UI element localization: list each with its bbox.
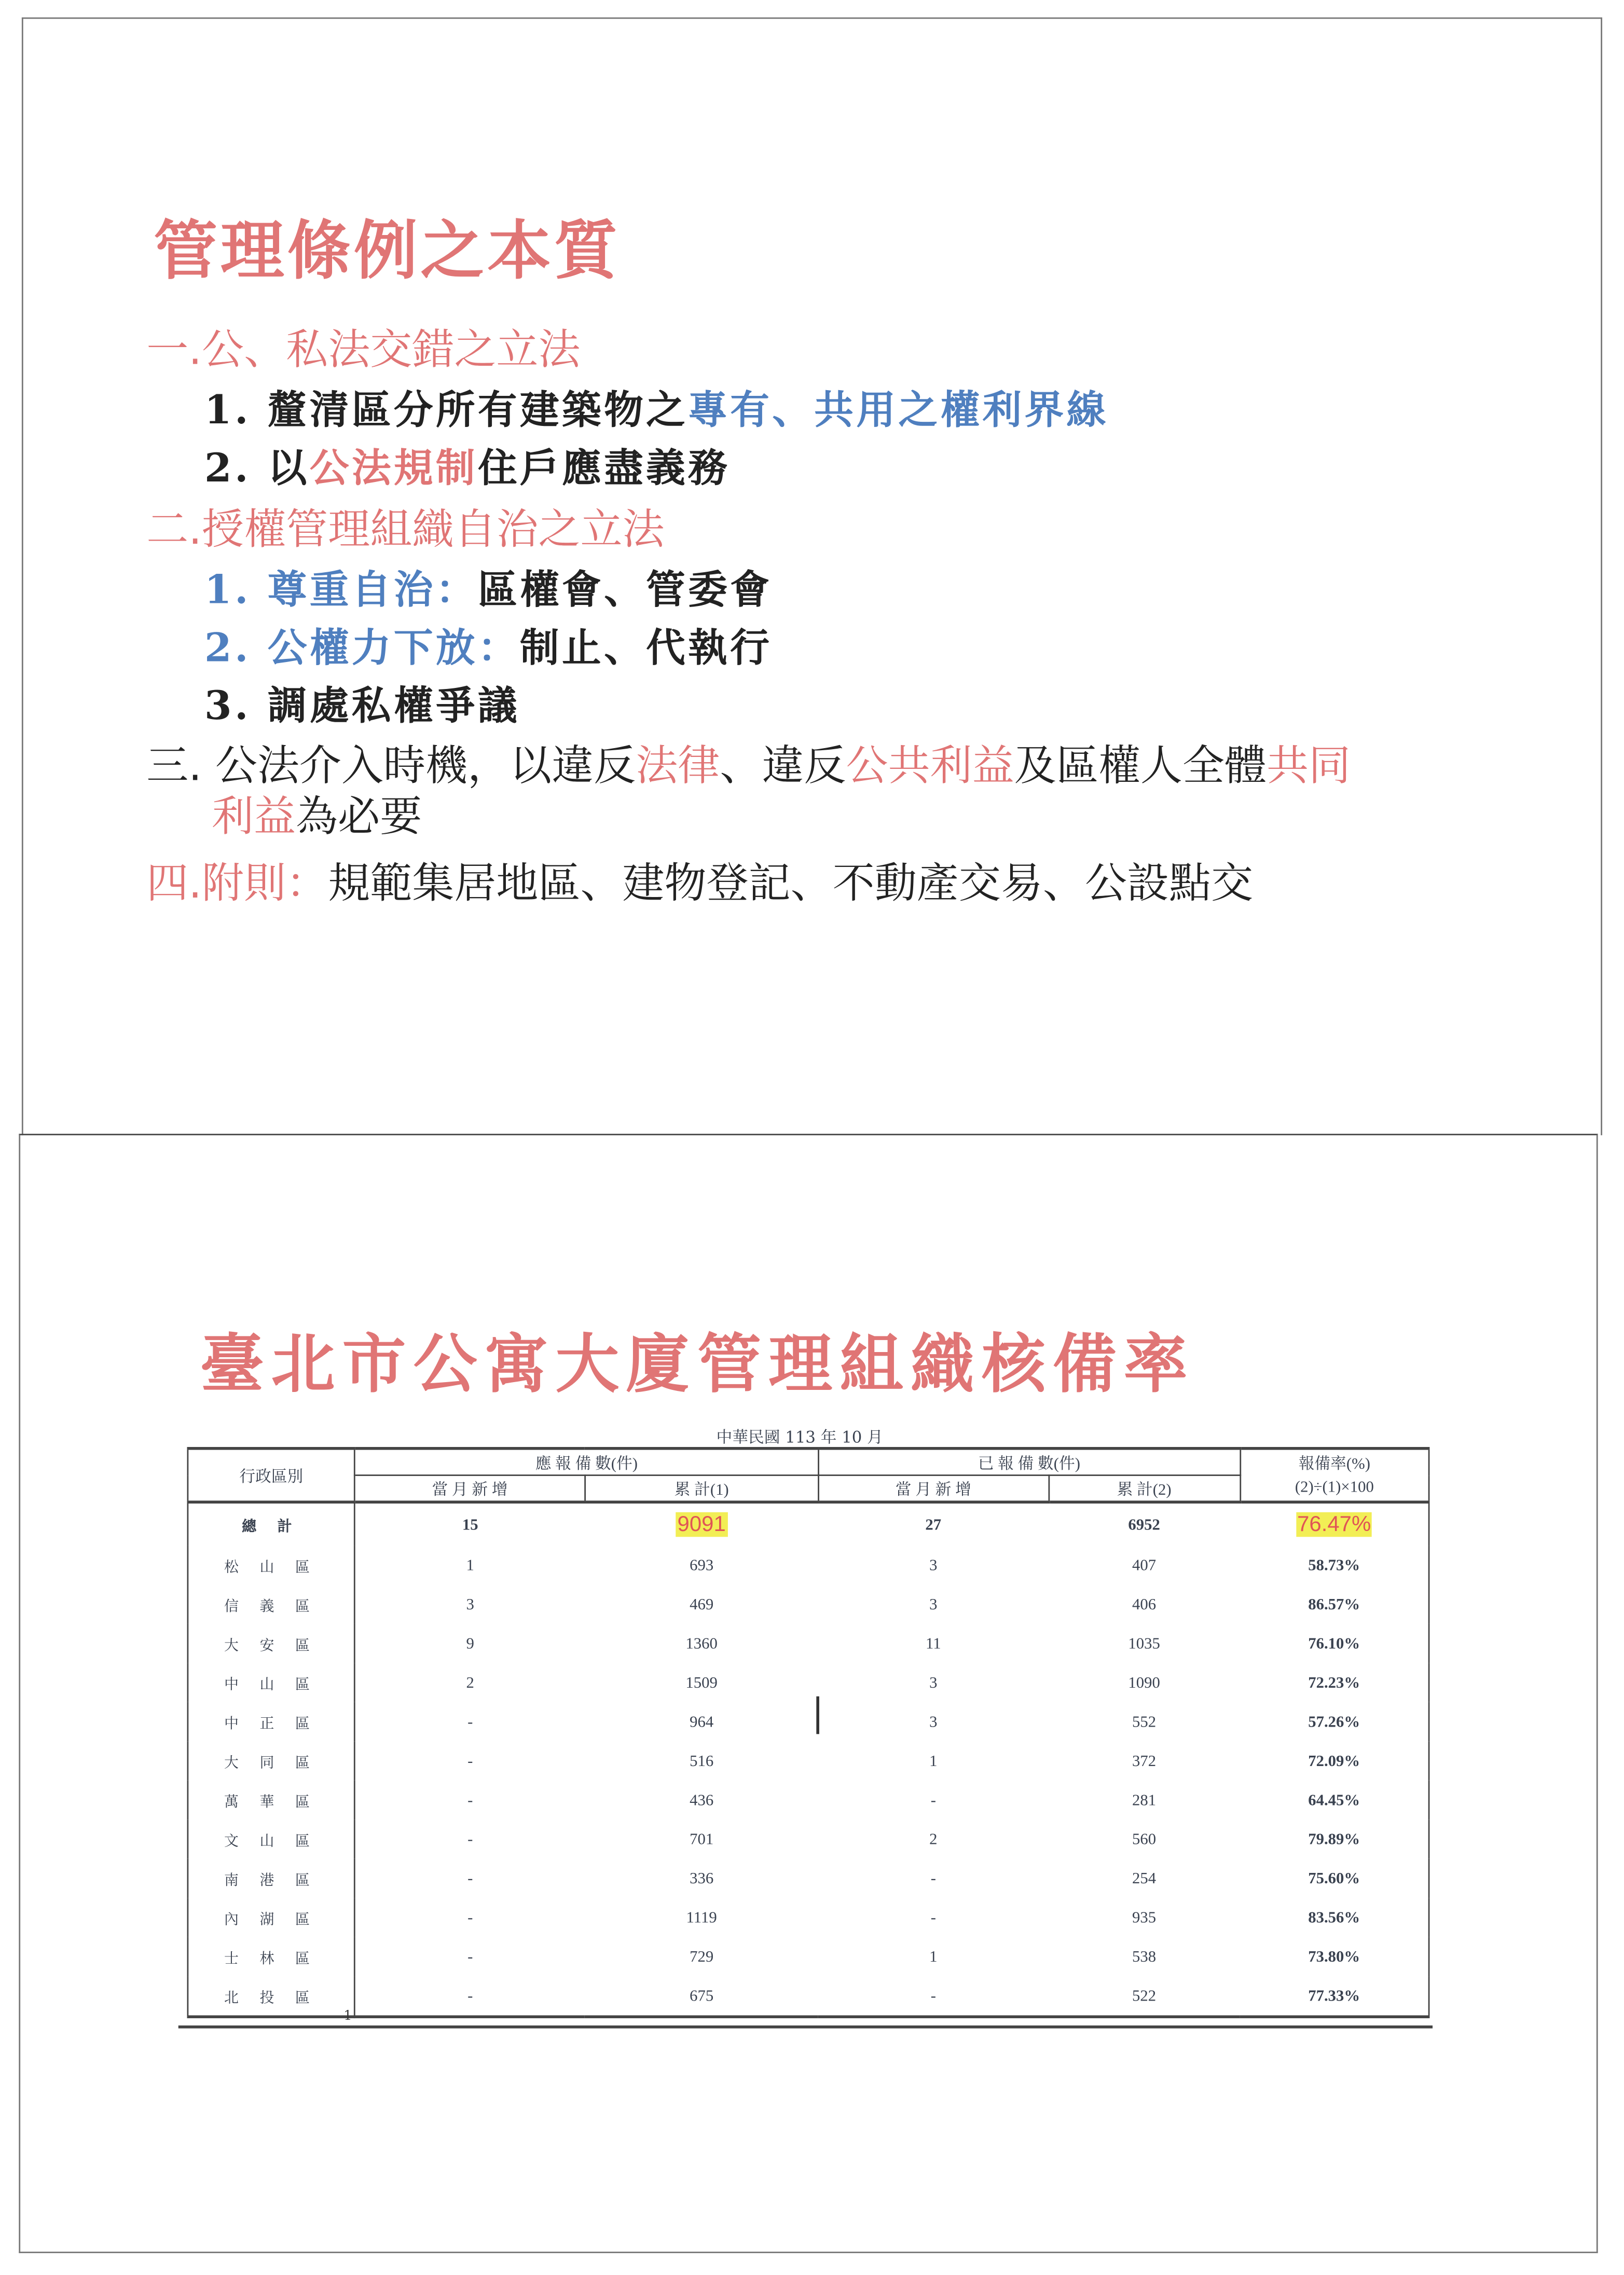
- slide-1: [22, 18, 1602, 1136]
- rate: 72.09%: [1308, 1752, 1360, 1770]
- new-2: 27: [925, 1515, 942, 1534]
- rate: [1240, 1502, 1429, 1546]
- rate: 75.60%: [1308, 1869, 1360, 1887]
- new-2: -: [930, 1869, 936, 1887]
- cum-1: 693: [690, 1556, 714, 1574]
- district-name: 總 計: [188, 1502, 355, 1546]
- new-1: -: [467, 1830, 473, 1848]
- header-cum-2: 累 計(2): [1049, 1476, 1240, 1502]
- rate: 72.23%: [1308, 1674, 1360, 1691]
- text: 規範集居地區、建物登記、不動產交易、公設點交: [328, 858, 1254, 908]
- table-row: [188, 1976, 1429, 2017]
- section-2-item-3: 3. 調處私權爭議: [204, 684, 520, 729]
- new-1: -: [467, 1791, 473, 1809]
- new-2: 1: [929, 1948, 938, 1966]
- cum-1: 1509: [685, 1674, 718, 1691]
- rate: 73.80%: [1308, 1948, 1360, 1966]
- new-1: 1: [466, 1556, 474, 1574]
- district-name: 南 港 區: [188, 1859, 355, 1898]
- highlight-text: 利益: [212, 791, 296, 841]
- cum-1: 1360: [685, 1634, 718, 1652]
- district-name: 士 林 區: [188, 1937, 355, 1976]
- district-name: 中 山 區: [188, 1663, 355, 1702]
- rate: 83.56%: [1308, 1909, 1360, 1926]
- section-1-item-2: [204, 436, 730, 493]
- new-2: 2: [929, 1830, 938, 1848]
- highlight-text: 2. 公權力下放：: [204, 626, 520, 671]
- district-name: 內 湖 區: [188, 1898, 355, 1937]
- rate: 57.26%: [1308, 1713, 1360, 1731]
- cum-1: 1119: [686, 1909, 717, 1926]
- section-4-heading: 四.附則：: [146, 858, 328, 908]
- section-4: [146, 851, 1253, 911]
- table-row: [188, 1702, 1429, 1741]
- bottom-rule: [178, 2025, 1433, 2028]
- highlight-text: 共同: [1267, 741, 1351, 791]
- new-2: 3: [929, 1713, 938, 1731]
- highlight-text: 公共利益: [846, 741, 1014, 791]
- cum-1: 675: [690, 1987, 714, 2005]
- highlight-text: 公法規制: [309, 446, 478, 492]
- text: 區權會、管委會: [478, 568, 773, 614]
- rate: 64.45%: [1308, 1791, 1360, 1809]
- new-2: -: [930, 1987, 936, 2005]
- district-name: 文 山 區: [188, 1819, 355, 1858]
- district-name: 松 山 區: [188, 1546, 355, 1584]
- cum-1: 729: [690, 1948, 714, 1966]
- text: 為必要: [296, 791, 422, 841]
- highlighted-value: 9091: [676, 1512, 727, 1537]
- cum-1: 469: [690, 1595, 714, 1613]
- cum-2: 552: [1132, 1713, 1157, 1731]
- highlight-text: 1. 尊重自治：: [204, 568, 478, 614]
- highlighted-value: 76.47%: [1296, 1512, 1372, 1537]
- cum-2: 372: [1132, 1752, 1157, 1770]
- cum-2: 254: [1132, 1869, 1157, 1887]
- rate: 58.73%: [1308, 1556, 1360, 1574]
- new-1: -: [467, 1909, 473, 1926]
- section-3-line-2: [212, 784, 422, 844]
- new-1: 15: [462, 1515, 478, 1534]
- highlight-text: 法律: [636, 741, 720, 791]
- header-done: 已 報 備 數(件): [818, 1449, 1240, 1476]
- district-name: 中 正 區: [188, 1702, 355, 1741]
- district-name: 大 同 區: [188, 1741, 355, 1780]
- district-name: 北 投 區: [188, 1976, 355, 2017]
- new-2: 11: [926, 1634, 941, 1652]
- district-name: 萬 華 區: [188, 1781, 355, 1819]
- scan-mark: [816, 1697, 818, 1734]
- highlight-text: 專有、共用之權利界線: [688, 388, 1109, 434]
- new-1: -: [467, 1948, 473, 1966]
- slide-2: [19, 1134, 1598, 2253]
- header-cum-1: 累 計(1): [585, 1476, 818, 1502]
- table-row: [188, 1546, 1429, 1584]
- district-name: 信 義 區: [188, 1584, 355, 1623]
- section-2-item-2: [204, 616, 772, 673]
- table-row: [188, 1624, 1429, 1663]
- header-district: 行政區別: [188, 1449, 355, 1502]
- cum-2: 406: [1132, 1595, 1157, 1613]
- cum-2: 522: [1132, 1987, 1157, 2005]
- new-2: -: [930, 1909, 936, 1926]
- cum-2: 281: [1132, 1791, 1157, 1809]
- new-2: 3: [929, 1595, 938, 1613]
- new-2: 3: [929, 1674, 938, 1691]
- page-mark: 1: [343, 2009, 352, 2024]
- header-rate-formula: (2)÷(1)×100: [1240, 1476, 1429, 1502]
- cum-1: 336: [690, 1869, 714, 1887]
- header-rate: 報備率(%): [1240, 1449, 1429, 1476]
- registration-rate-table: [187, 1447, 1430, 2018]
- new-2: 3: [929, 1556, 938, 1574]
- cum-2: 6952: [1128, 1515, 1160, 1534]
- cum-1: 964: [690, 1713, 714, 1731]
- new-2: -: [930, 1791, 936, 1809]
- new-2: 1: [929, 1752, 938, 1770]
- text: 住戶應盡義務: [478, 446, 731, 492]
- table-row: [188, 1741, 1429, 1780]
- section-2-heading: 二.授權管理組織自治之立法: [146, 504, 665, 554]
- new-1: -: [467, 1713, 473, 1731]
- table-row: [188, 1781, 1429, 1819]
- new-1: -: [467, 1752, 473, 1770]
- text: 三. 公法介入時機，以違反: [146, 741, 636, 791]
- table-row: [188, 1584, 1429, 1623]
- cum-2: 560: [1132, 1830, 1157, 1848]
- district-name: 大 安 區: [188, 1624, 355, 1663]
- slide-title: 管理條例之本質: [154, 214, 621, 289]
- cum-2: 538: [1132, 1948, 1157, 1966]
- text: 1. 釐清區分所有建築物之: [204, 388, 689, 434]
- new-1: -: [467, 1869, 473, 1887]
- cum-1: [585, 1502, 818, 1546]
- rate: 86.57%: [1308, 1595, 1360, 1613]
- cum-2: 407: [1132, 1556, 1157, 1574]
- header-new-2: 當 月 新 增: [818, 1476, 1049, 1502]
- table-caption: 中華民國 113 年 10 月: [716, 1428, 883, 1447]
- table-row: [188, 1663, 1429, 1702]
- cum-2: 935: [1132, 1909, 1157, 1926]
- section-2-item-1: [204, 558, 772, 615]
- text: 制止、代執行: [520, 626, 773, 671]
- rate: 77.33%: [1308, 1987, 1360, 2005]
- table-row: [188, 1937, 1429, 1976]
- section-1-heading: 一.公、私法交錯之立法: [146, 324, 581, 375]
- header-new-1: 當 月 新 增: [355, 1476, 585, 1502]
- new-1: 9: [466, 1634, 474, 1652]
- rate: 79.89%: [1308, 1830, 1360, 1848]
- new-1: -: [467, 1987, 473, 2005]
- table-row: [188, 1898, 1429, 1937]
- cum-1: 516: [690, 1752, 714, 1770]
- total-row: [188, 1502, 1429, 1546]
- text: 及區權人全體: [1014, 741, 1267, 791]
- cum-1: 436: [690, 1791, 714, 1809]
- table-row: [188, 1859, 1429, 1898]
- cum-2: 1090: [1128, 1674, 1160, 1691]
- new-1: 3: [466, 1595, 474, 1613]
- header-should: 應 報 備 數(件): [355, 1449, 818, 1476]
- table-row: [188, 1819, 1429, 1858]
- text: 2. 以: [204, 446, 310, 492]
- rate: 76.10%: [1308, 1634, 1360, 1652]
- cum-2: 1035: [1128, 1634, 1160, 1652]
- section-1-item-1: [204, 378, 1109, 435]
- text: 、違反: [720, 741, 846, 791]
- slide-title: 臺北市公寓大廈管理組織核備率: [200, 1328, 1195, 1402]
- cum-1: 701: [690, 1830, 714, 1848]
- new-1: 2: [466, 1674, 474, 1691]
